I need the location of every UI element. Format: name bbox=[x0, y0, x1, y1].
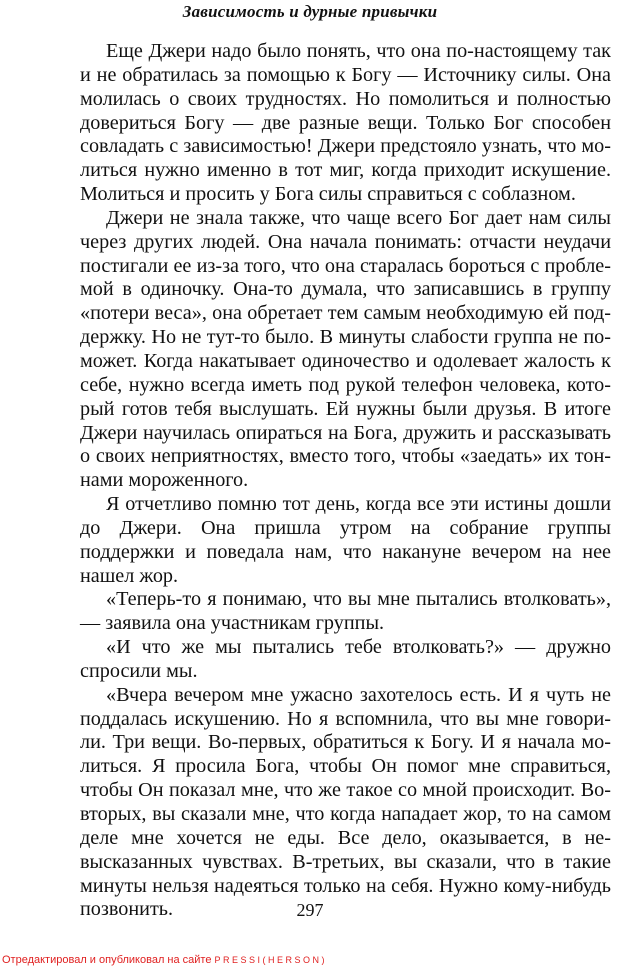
paragraph: Еще Джери надо было понять, что она по-настоящему так и не обратилась за помощью к Богу — Источнику силы. Она молилась о своих трудностях. Но помолиться и полностью довериться Богу — две разные вещи. Только Бог способен совладать с зависимостью! Джери предстояло узнать, что молиться нужно именно в тот миг, когда приходит искушение. Молиться и просить у Бога силы справиться с соблазном. bbox=[80, 40, 611, 206]
credit-text: Отредактировал и опубликовал на сайте bbox=[2, 954, 212, 966]
credit-site-name: PRESSI(HERSON) bbox=[214, 955, 328, 965]
paragraph: Я отчетливо помню тот день, когда все эти истины дошли до Джери. Она пришла утром на собрание группы поддержки и поведала нам, что накануне вечером на нее нашел жор. bbox=[80, 493, 611, 587]
paragraph: Джери не знала также, что чаще всего Бог дает нам силы через других людей. Она начала понимать: отчасти неудачи постигали ее из-за того, что она старалась бороться с проблемой в одиночку. Она-то думала, что записавшись в группу «потери веса», она обретает тем самым необходимую ей поддержку. Но не тут-то было. В минуты слабости группа не поможет. Когда накатывает одиночество и одолевает жалость к себе, нужно всегда иметь под рукой телефон человека, который готов тебя выслушать. Ей нужны были друзья. В итоге Джери научилась опираться на Бога, дружить и рассказывать о своих неприятностях, вместо того, чтобы «заедать» их тоннами мороженного. bbox=[80, 206, 611, 492]
page-number: 297 bbox=[296, 900, 324, 920]
running-header: Зависимость и дурные привычки bbox=[182, 2, 438, 21]
paragraph: «Вчера вечером мне ужасно захотелось есть. И я чуть не поддалась искушению. Но я вспомнила, что вы мне говорили. Три вещи. Во-первых, обратиться к Богу. И я начала молиться. Я просила Бога, чтобы Он помог мне справиться, чтобы Он показал мне, что же такое со мной происходит. Во-вторых, вы сказали мне, что когда нападает жор, то на самом деле мне хочется не еды. Все дело, оказывается, в невысказанных чувствах. В-третьих, вы сказали, что в такие минуты нельзя надеяться только на себя. Нужно кому-нибудь позвонить. bbox=[80, 683, 611, 921]
paragraph: «И что же мы пытались тебе втолковать?» — дружно спросили мы. bbox=[80, 636, 611, 682]
paragraph: «Теперь-то я понимаю, что вы мне пытались втолковать», — заявила она участникам группы. bbox=[80, 588, 611, 635]
publisher-credit bbox=[2, 954, 327, 966]
body-text bbox=[80, 40, 611, 922]
